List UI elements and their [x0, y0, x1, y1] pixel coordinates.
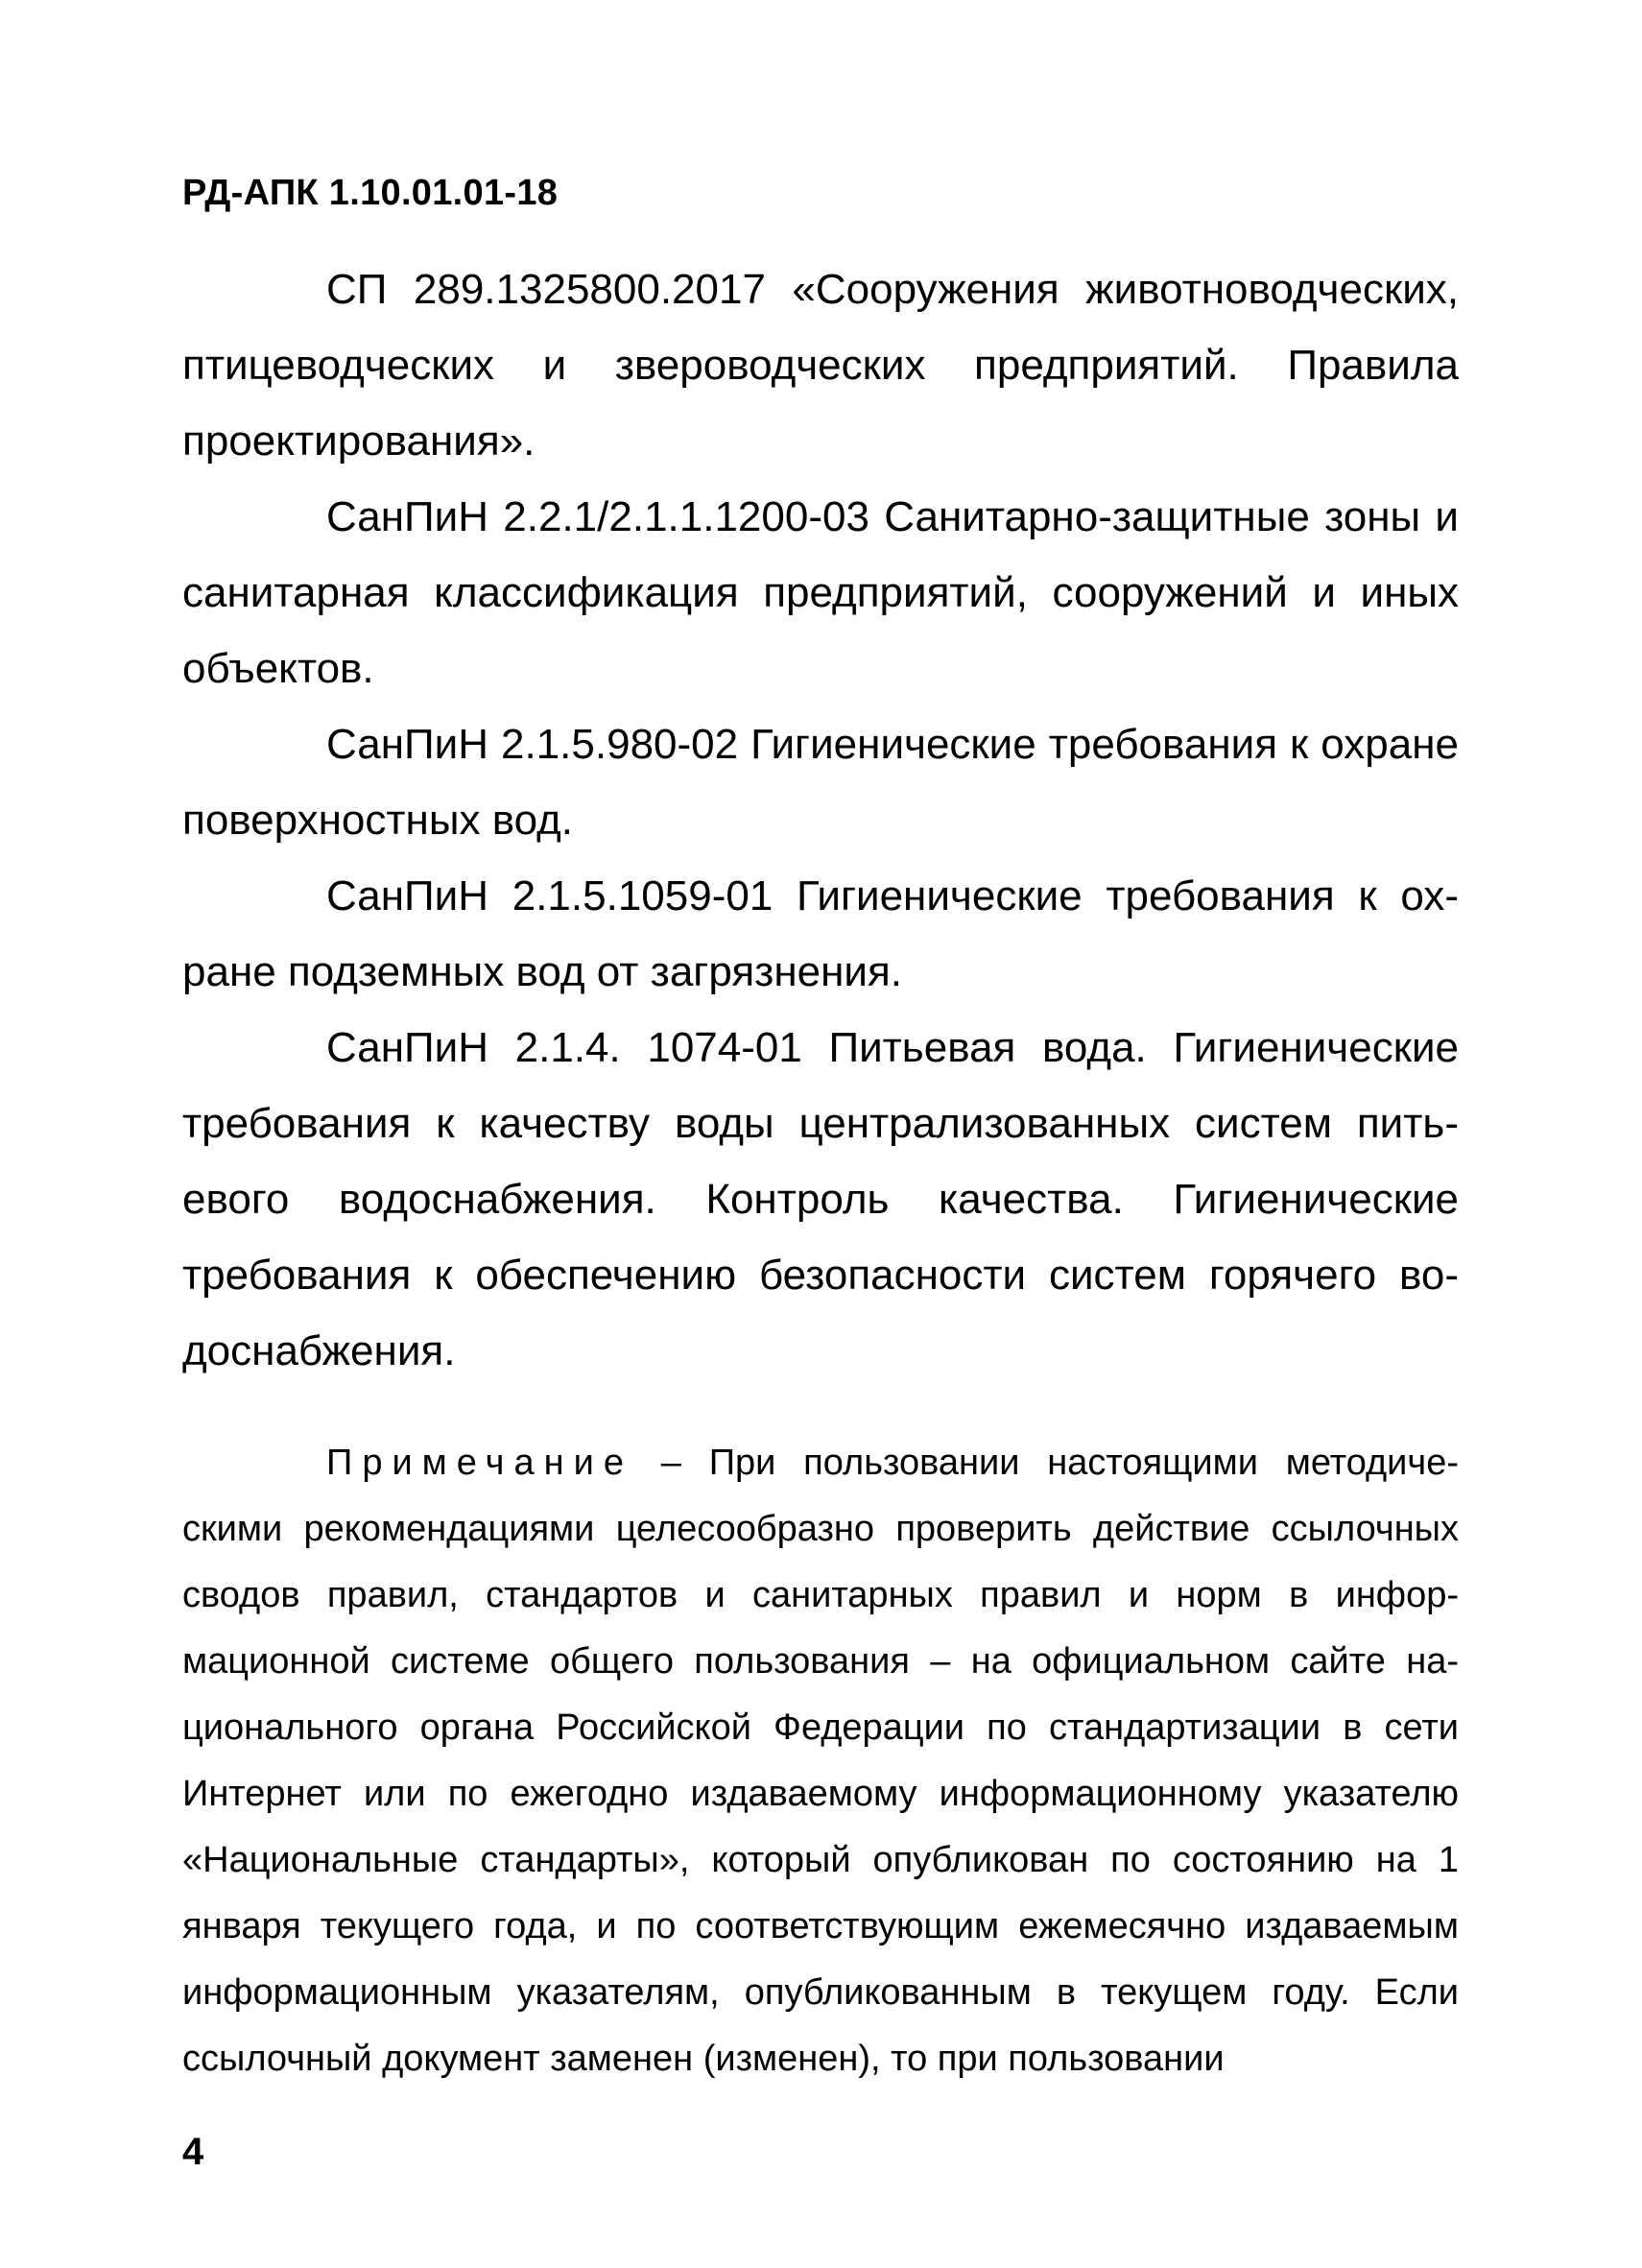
references-list [182, 251, 1459, 1389]
reference-item: СанПиН 2.1.4. 1074-01 Питьевая вода. Гигиенические требования к качеству воды централизованных систем питьевого водоснабжения. Контроль качества. Гигиенические требования к обеспечению безопасности систем горячего водоснабжения. [182, 1024, 1459, 1374]
reference-item: СП 289.1325800.2017 «Сооружения животноводческих, птицеводческих и звероводческих предприятий. Правила проектирования». [182, 266, 1459, 465]
note-block [182, 1430, 1459, 2092]
note-dash: – [632, 1443, 709, 1483]
page-number: 4 [182, 2131, 204, 2173]
reference-item: СанПиН 2.2.1/2.1.1.1200-03 Санитарно-защитные зоны и санитарная классификация предприятий, сооружений и иных объектов. [182, 493, 1459, 692]
reference-item: СанПиН 2.1.5.980-02 Гигиенические требования к охране поверхностных вод. [182, 721, 1459, 844]
document-code: РД-АПК 1.10.01.01-18 [182, 173, 559, 213]
note-label: Примечание [326, 1443, 633, 1483]
note-paragraph [182, 1430, 1459, 2092]
reference-item: СанПиН 2.1.5.1059-01 Гигиенические требования к охране подземных вод от загрязнения. [182, 872, 1459, 995]
note-text: При пользовании настоящими методическими рекомендациями целесообразно проверить действие ссылочных сводов правил, стандартов и санитарных правил и норм в информационной системе общего пользования – на официальном сайте национального органа Российской Федерации по стандартизации в сети Интернет или по ежегодно издаваемому информационному указателю «Национальные стандарты», который опубликован по состоянию на 1 января текущего года, и по соответствующим ежемесячно издаваемым информационным указателям, опубликованным в текущем году. Если ссылочный документ заменен (изменен), то при пользовании [182, 1443, 1460, 2079]
